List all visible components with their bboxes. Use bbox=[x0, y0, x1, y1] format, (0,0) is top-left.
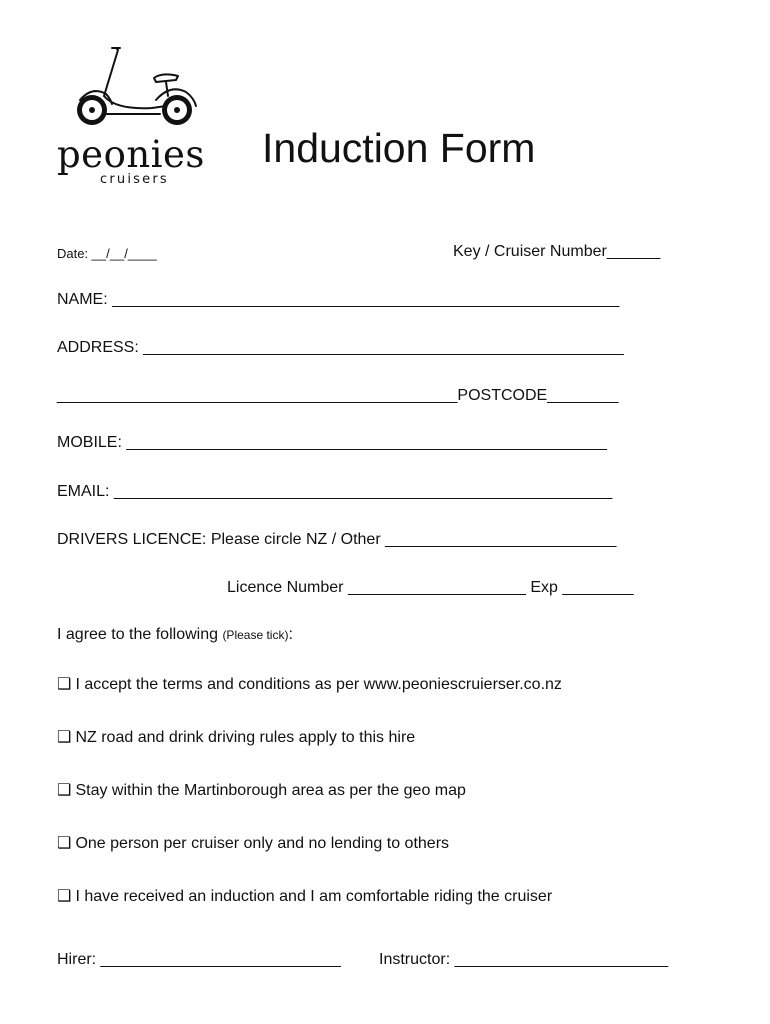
checklist-item-label: Stay within the Martinborough area as per the geo map bbox=[75, 782, 466, 799]
name-field[interactable]: NAME: _________________________________________________________ bbox=[57, 291, 620, 308]
checklist-item[interactable] bbox=[57, 833, 449, 853]
checkbox-icon[interactable]: ❑ bbox=[57, 888, 72, 905]
checklist-item[interactable] bbox=[57, 727, 415, 747]
instructor-signature-field[interactable]: Instructor: ________________________ bbox=[379, 951, 669, 968]
hirer-signature-field[interactable]: Hirer: ___________________________ bbox=[57, 951, 341, 968]
checklist-item[interactable] bbox=[57, 780, 466, 800]
agree-label: I agree to the following bbox=[57, 626, 223, 643]
checkbox-icon[interactable]: ❑ bbox=[57, 729, 72, 746]
address-postcode-field[interactable]: _____________________________________________POSTCODE________ bbox=[57, 387, 619, 404]
address-field[interactable]: ADDRESS: ______________________________________________________ bbox=[57, 339, 624, 356]
licence-number-field[interactable]: Licence Number ____________________ Exp ________ bbox=[227, 579, 634, 596]
key-number-field[interactable]: Key / Cruiser Number______ bbox=[453, 243, 661, 260]
email-field[interactable]: EMAIL: ________________________________________________________ bbox=[57, 483, 613, 500]
agree-note: (Please tick) bbox=[222, 628, 289, 642]
mobile-field[interactable]: MOBILE: ______________________________________________________ bbox=[57, 434, 607, 451]
checkbox-icon[interactable]: ❑ bbox=[57, 782, 72, 799]
licence-field[interactable]: DRIVERS LICENCE: Please circle NZ / Other __________________________ bbox=[57, 531, 617, 548]
date-field[interactable]: Date: __/__/____ bbox=[57, 246, 157, 261]
checklist-item-label: NZ road and drink driving rules apply to this hire bbox=[75, 729, 416, 746]
page-title: Induction Form bbox=[262, 125, 536, 171]
checklist-item[interactable] bbox=[57, 674, 562, 694]
checklist-item-label: I accept the terms and conditions as per www.peoniescruierser.co.nz bbox=[75, 676, 562, 693]
brand-name: peonies bbox=[57, 133, 205, 176]
checklist-item-label: One person per cruiser only and no lending to others bbox=[75, 835, 450, 852]
checklist-item-label: I have received an induction and I am comfortable riding the cruiser bbox=[75, 888, 553, 905]
brand-subtitle: cruisers bbox=[100, 172, 169, 187]
checkbox-icon[interactable]: ❑ bbox=[57, 835, 72, 852]
checkbox-icon[interactable]: ❑ bbox=[57, 676, 72, 693]
agree-colon: : bbox=[288, 626, 293, 643]
checklist-item[interactable] bbox=[57, 886, 552, 906]
agree-heading bbox=[57, 626, 293, 644]
